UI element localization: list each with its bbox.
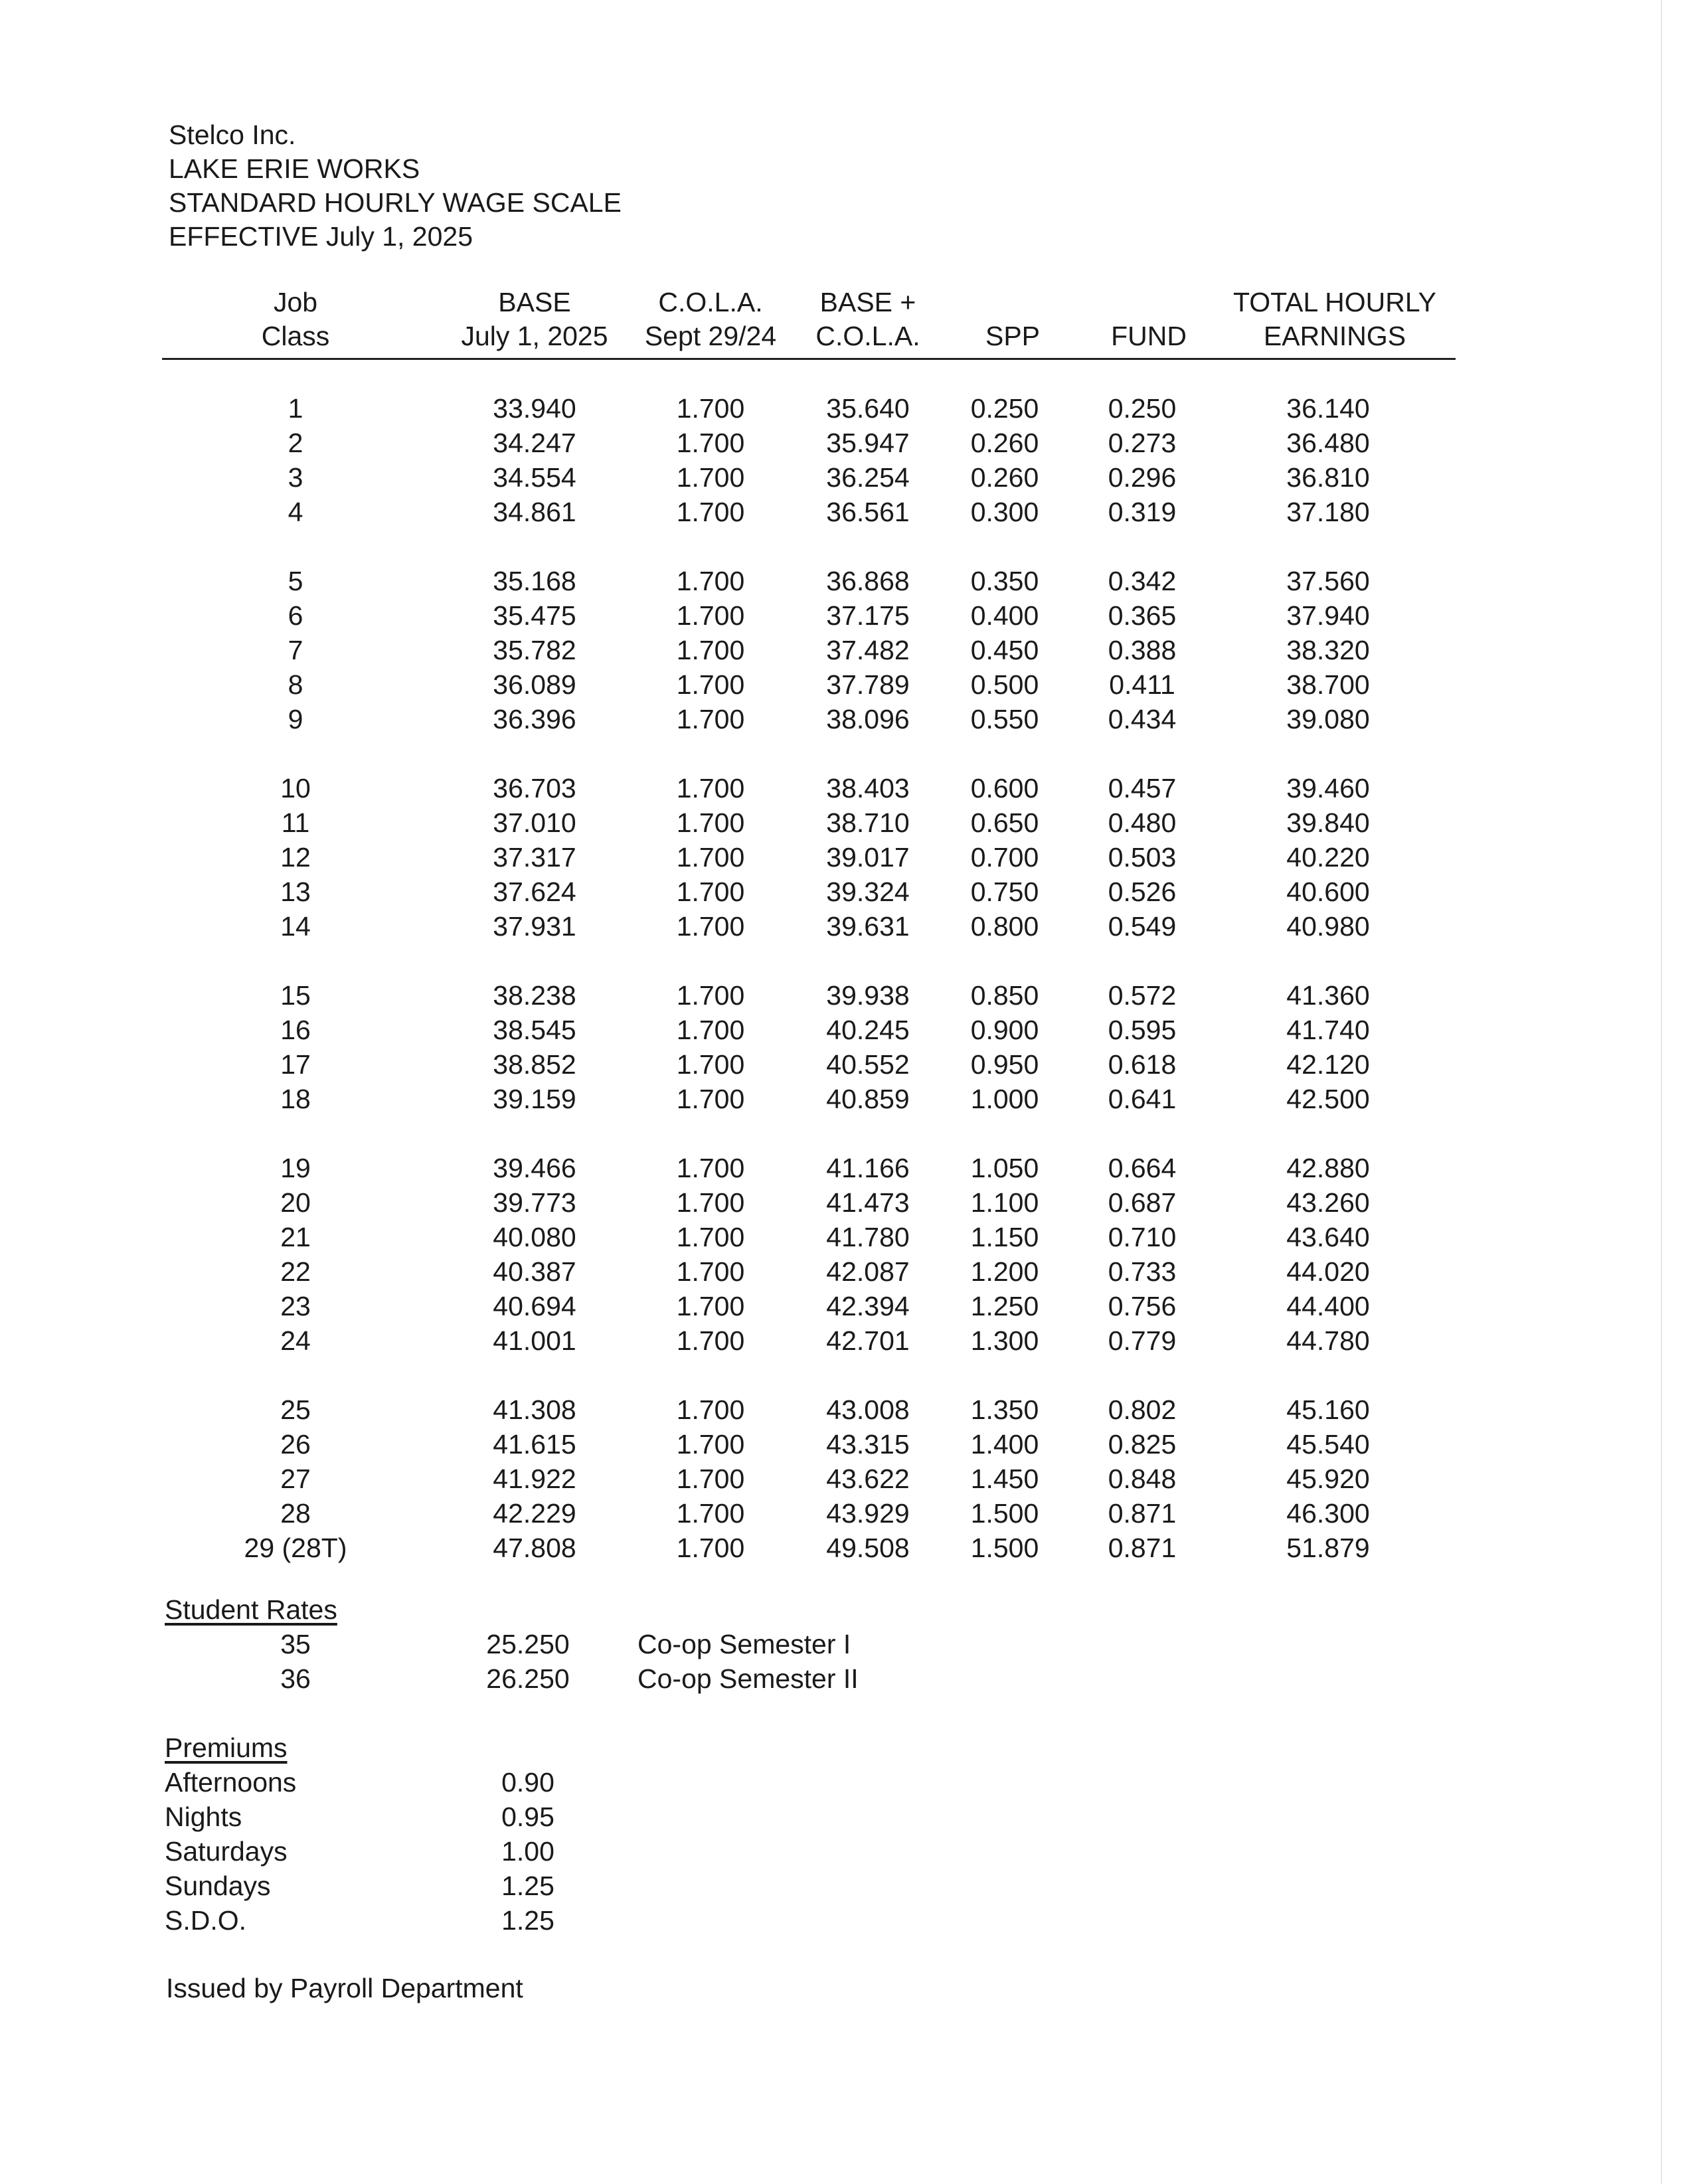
base-plus-cola-cell: 38.096 [826,704,910,734]
spp-cell: 0.500 [970,669,1039,700]
table-row [0,426,1686,460]
base-rate-cell: 38.852 [493,1049,576,1080]
base-rate-cell: 34.247 [493,428,576,458]
premium-name: Nights [165,1802,242,1832]
fund-cell: 0.802 [1108,1394,1177,1425]
student-job-class: 36 [280,1663,311,1694]
base-rate-cell: 40.387 [493,1256,576,1287]
fund-cell: 0.273 [1108,428,1177,458]
base-plus-cola-cell: 43.929 [826,1498,910,1529]
col-head-line [1082,286,1215,319]
job-class-cell: 5 [288,566,303,596]
total-earnings-cell: 39.080 [1286,704,1370,734]
base-plus-cola-cell: 40.859 [826,1084,910,1114]
total-earnings-cell: 41.740 [1286,1015,1370,1045]
col-head-line: BASE + [819,287,916,317]
spp-cell: 0.260 [970,462,1039,493]
cola-cell: 1.700 [676,1084,745,1114]
premium-value: 1.25 [501,1871,554,1901]
table-row [0,1013,1686,1047]
total-earnings-cell: 44.780 [1286,1325,1370,1356]
total-earnings-cell: 51.879 [1286,1533,1370,1563]
fund-cell: 0.250 [1108,393,1177,424]
base-plus-cola-cell: 41.166 [826,1153,910,1183]
premium-row [0,1903,1686,1938]
job-class-cell: 6 [288,600,303,631]
base-plus-cola-cell: 40.245 [826,1015,910,1045]
base-rate-cell: 38.238 [493,980,576,1011]
base-rate-cell: 35.782 [493,635,576,665]
cola-cell: 1.700 [676,497,745,527]
spp-cell: 0.700 [970,842,1039,873]
total-earnings-cell: 38.700 [1286,669,1370,700]
base-rate-cell: 41.615 [493,1429,576,1460]
premium-row [0,1834,1686,1869]
cola-cell: 1.700 [676,566,745,596]
student-rate-value: 26.250 [486,1663,570,1694]
base-plus-cola-cell: 37.175 [826,600,910,631]
row-group [0,391,1686,529]
base-rate-cell: 35.168 [493,566,576,596]
col-head-line: SPP [985,321,1041,351]
job-class-cell: 20 [280,1187,311,1218]
job-class-cell: 24 [280,1325,311,1356]
row-group [0,978,1686,1116]
fund-cell: 0.434 [1108,704,1177,734]
fund-cell: 0.848 [1108,1464,1177,1494]
premium-row [0,1800,1686,1834]
student-rate-row [0,1661,1686,1696]
table-row [0,702,1686,736]
spp-cell: 0.950 [970,1049,1039,1080]
base-rate-cell: 37.931 [493,911,576,942]
base-plus-cola-cell: 41.473 [826,1187,910,1218]
cola-cell: 1.700 [676,877,745,907]
document-title: STANDARD HOURLY WAGE SCALE [169,187,622,218]
spp-cell: 0.750 [970,877,1039,907]
base-plus-cola-cell: 37.482 [826,635,910,665]
base-plus-cola-cell: 36.561 [826,497,910,527]
job-class-cell: 27 [280,1464,311,1494]
col-head-fund [1082,286,1215,353]
job-class-cell: 23 [280,1291,311,1321]
base-rate-cell: 39.773 [493,1187,576,1218]
total-earnings-cell: 38.320 [1286,635,1370,665]
total-earnings-cell: 43.640 [1286,1222,1370,1252]
job-class-cell: 22 [280,1256,311,1287]
cola-cell: 1.700 [676,704,745,734]
base-rate-cell: 37.010 [493,807,576,838]
col-head-line: TOTAL HOURLY [1232,287,1437,317]
cola-cell: 1.700 [676,1222,745,1252]
spp-cell: 0.300 [970,497,1039,527]
base-rate-cell: 37.317 [493,842,576,873]
base-plus-cola-cell: 38.403 [826,773,910,803]
base-plus-cola-cell: 35.640 [826,393,910,424]
total-earnings-cell: 36.140 [1286,393,1370,424]
table-row [0,1220,1686,1254]
col-head-line: C.O.L.A. [815,321,920,351]
fund-cell: 0.365 [1108,600,1177,631]
base-rate-cell: 41.922 [493,1464,576,1494]
base-plus-cola-cell: 42.394 [826,1291,910,1321]
col-head-line: BASE [498,287,571,317]
total-earnings-cell: 40.980 [1286,911,1370,942]
spp-cell: 0.450 [970,635,1039,665]
base-plus-cola-cell: 39.324 [826,877,910,907]
fund-cell: 0.411 [1109,669,1175,700]
total-earnings-cell: 37.180 [1286,497,1370,527]
job-class-cell: 10 [280,773,311,803]
total-earnings-cell: 45.540 [1286,1429,1370,1460]
fund-cell: 0.480 [1108,807,1177,838]
cola-cell: 1.700 [676,842,745,873]
cola-cell: 1.700 [676,1256,745,1287]
col-head-total [1228,286,1441,353]
col-head-base-cola [788,286,948,353]
fund-cell: 0.641 [1108,1084,1177,1114]
table-row [0,1392,1686,1427]
base-plus-cola-cell: 39.017 [826,842,910,873]
table-row [0,771,1686,805]
works-name: LAKE ERIE WORKS [169,153,420,184]
header-rule [162,358,1456,360]
table-row [0,875,1686,909]
total-earnings-cell: 37.560 [1286,566,1370,596]
premium-value: 0.90 [501,1767,554,1798]
fund-cell: 0.756 [1108,1291,1177,1321]
spp-cell: 1.200 [970,1256,1039,1287]
table-row [0,598,1686,633]
spp-cell: 0.350 [970,566,1039,596]
spp-cell: 0.650 [970,807,1039,838]
base-plus-cola-cell: 43.008 [826,1394,910,1425]
base-plus-cola-cell: 42.087 [826,1256,910,1287]
spp-cell: 1.250 [970,1291,1039,1321]
job-class-cell: 26 [280,1429,311,1460]
spp-cell: 1.000 [970,1084,1039,1114]
fund-cell: 0.779 [1108,1325,1177,1356]
fund-cell: 0.457 [1108,773,1177,803]
table-row [0,805,1686,840]
base-plus-cola-cell: 43.315 [826,1429,910,1460]
student-rate-description: Co-op Semester II [637,1663,859,1694]
spp-cell: 1.100 [970,1187,1039,1218]
cola-cell: 1.700 [676,1464,745,1494]
total-earnings-cell: 43.260 [1286,1187,1370,1218]
total-earnings-cell: 39.840 [1286,807,1370,838]
fund-cell: 0.388 [1108,635,1177,665]
base-plus-cola-cell: 49.508 [826,1533,910,1563]
base-plus-cola-cell: 39.631 [826,911,910,942]
base-rate-cell: 36.396 [493,704,576,734]
job-class-cell: 15 [280,980,311,1011]
base-plus-cola-cell: 36.254 [826,462,910,493]
cola-cell: 1.700 [676,428,745,458]
base-rate-cell: 40.080 [493,1222,576,1252]
spp-cell: 0.260 [970,428,1039,458]
student-rates-title: Student Rates [165,1594,337,1625]
spp-cell: 0.850 [970,980,1039,1011]
total-earnings-cell: 40.220 [1286,842,1370,873]
cola-cell: 1.700 [676,1187,745,1218]
row-group [0,771,1686,944]
cola-cell: 1.700 [676,669,745,700]
table-row [0,840,1686,875]
job-class-cell: 7 [288,635,303,665]
table-row [0,1151,1686,1185]
total-earnings-cell: 45.920 [1286,1464,1370,1494]
col-head-cola [621,286,800,353]
spp-cell: 1.150 [970,1222,1039,1252]
total-earnings-cell: 42.880 [1286,1153,1370,1183]
col-head-line: FUND [1111,321,1187,351]
premium-row [0,1765,1686,1800]
spp-cell: 0.250 [970,393,1039,424]
student-job-class: 35 [280,1629,311,1659]
cola-cell: 1.700 [676,1394,745,1425]
row-group [0,1392,1686,1565]
table-row [0,391,1686,426]
base-rate-cell: 38.545 [493,1015,576,1045]
job-class-cell: 25 [280,1394,311,1425]
total-earnings-cell: 36.480 [1286,428,1370,458]
base-plus-cola-cell: 36.868 [826,566,910,596]
cola-cell: 1.700 [676,773,745,803]
spp-cell: 1.300 [970,1325,1039,1356]
col-head-line: EARNINGS [1263,321,1406,351]
spp-cell: 1.500 [970,1498,1039,1529]
job-class-cell: 1 [288,393,303,424]
table-row [0,1289,1686,1323]
fund-cell: 0.549 [1108,911,1177,942]
spp-cell: 0.800 [970,911,1039,942]
table-row [0,564,1686,598]
col-head-job-class [229,286,362,353]
col-head-base [435,286,634,353]
base-rate-cell: 33.940 [493,393,576,424]
job-class-cell: 19 [280,1153,311,1183]
issued-by-footer: Issued by Payroll Department [166,1973,523,2003]
student-rate-description: Co-op Semester I [637,1629,851,1659]
base-rate-cell: 41.308 [493,1394,576,1425]
base-rate-cell: 34.861 [493,497,576,527]
base-rate-cell: 41.001 [493,1325,576,1356]
base-rate-cell: 47.808 [493,1533,576,1563]
fund-cell: 0.871 [1108,1533,1177,1563]
student-rate-value: 25.250 [486,1629,570,1659]
cola-cell: 1.700 [676,1325,745,1356]
premium-value: 1.25 [501,1905,554,1936]
total-earnings-cell: 40.600 [1286,877,1370,907]
total-earnings-cell: 41.360 [1286,980,1370,1011]
total-earnings-cell: 46.300 [1286,1498,1370,1529]
table-row [0,1254,1686,1289]
premium-name: Saturdays [165,1836,288,1867]
premium-row [0,1869,1686,1903]
table-row [0,1047,1686,1082]
effective-date: EFFECTIVE July 1, 2025 [169,221,473,252]
job-class-cell: 9 [288,704,303,734]
base-rate-cell: 34.554 [493,462,576,493]
fund-cell: 0.687 [1108,1187,1177,1218]
base-rate-cell: 35.475 [493,600,576,631]
job-class-cell: 8 [288,669,303,700]
cola-cell: 1.700 [676,1429,745,1460]
cola-cell: 1.700 [676,807,745,838]
table-row [0,909,1686,944]
table-row [0,460,1686,495]
total-earnings-cell: 36.810 [1286,462,1370,493]
cola-cell: 1.700 [676,1291,745,1321]
job-class-cell: 11 [281,807,310,838]
row-group [0,564,1686,736]
cola-cell: 1.700 [676,1498,745,1529]
job-class-cell: 14 [280,911,311,942]
cola-cell: 1.700 [676,1533,745,1563]
job-class-cell: 2 [288,428,303,458]
total-earnings-cell: 44.020 [1286,1256,1370,1287]
row-group [0,1151,1686,1358]
base-plus-cola-cell: 38.710 [826,807,910,838]
fund-cell: 0.618 [1108,1049,1177,1080]
spp-cell: 0.600 [970,773,1039,803]
fund-cell: 0.296 [1108,462,1177,493]
company-name: Stelco Inc. [169,120,296,150]
job-class-cell: 12 [280,842,311,873]
premium-name: S.D.O. [165,1905,247,1936]
cola-cell: 1.700 [676,600,745,631]
cola-cell: 1.700 [676,911,745,942]
base-plus-cola-cell: 37.789 [826,669,910,700]
base-plus-cola-cell: 42.701 [826,1325,910,1356]
col-head-line: Job [273,287,318,317]
table-row [0,1323,1686,1358]
fund-cell: 0.825 [1108,1429,1177,1460]
job-class-cell: 13 [280,877,311,907]
table-row [0,667,1686,702]
fund-cell: 0.595 [1108,1015,1177,1045]
job-class-cell: 16 [280,1015,311,1045]
cola-cell: 1.700 [676,635,745,665]
table-row [0,1185,1686,1220]
col-head-line [946,286,1079,319]
job-class-cell: 21 [280,1222,311,1252]
premium-name: Afternoons [165,1767,297,1798]
cola-cell: 1.700 [676,980,745,1011]
spp-cell: 1.400 [970,1429,1039,1460]
fund-cell: 0.733 [1108,1256,1177,1287]
document-header [169,118,622,254]
base-plus-cola-cell: 40.552 [826,1049,910,1080]
base-rate-cell: 36.703 [493,773,576,803]
col-head-line: Class [261,321,330,351]
job-class-cell: 3 [288,462,303,493]
fund-cell: 0.526 [1108,877,1177,907]
table-row [0,1496,1686,1531]
spp-cell: 0.550 [970,704,1039,734]
fund-cell: 0.710 [1108,1222,1177,1252]
job-class-cell: 17 [280,1049,311,1080]
base-rate-cell: 39.159 [493,1084,576,1114]
col-head-line: Sept 29/24 [644,321,777,351]
premiums-title: Premiums [165,1732,288,1763]
fund-cell: 0.342 [1108,566,1177,596]
base-rate-cell: 40.694 [493,1291,576,1321]
cola-cell: 1.700 [676,462,745,493]
total-earnings-cell: 37.940 [1286,600,1370,631]
fund-cell: 0.572 [1108,980,1177,1011]
cola-cell: 1.700 [676,1153,745,1183]
job-class-cell: 29 (28T) [244,1533,347,1563]
total-earnings-cell: 42.120 [1286,1049,1370,1080]
col-head-line: July 1, 2025 [461,321,608,351]
premium-value: 1.00 [501,1836,554,1867]
total-earnings-cell: 42.500 [1286,1084,1370,1114]
wage-table-body [0,391,1686,1600]
job-class-cell: 4 [288,497,303,527]
spp-cell: 0.400 [970,600,1039,631]
total-earnings-cell: 45.160 [1286,1394,1370,1425]
spp-cell: 0.900 [970,1015,1039,1045]
fund-cell: 0.319 [1108,497,1177,527]
base-plus-cola-cell: 35.947 [826,428,910,458]
col-head-line: C.O.L.A. [658,287,763,317]
fund-cell: 0.871 [1108,1498,1177,1529]
job-class-cell: 18 [280,1084,311,1114]
spp-cell: 1.500 [970,1533,1039,1563]
base-plus-cola-cell: 41.780 [826,1222,910,1252]
base-rate-cell: 36.089 [493,669,576,700]
premium-value: 0.95 [501,1802,554,1832]
total-earnings-cell: 39.460 [1286,773,1370,803]
table-row [0,1427,1686,1462]
cola-cell: 1.700 [676,393,745,424]
table-row [0,1462,1686,1496]
total-earnings-cell: 44.400 [1286,1291,1370,1321]
premium-name: Sundays [165,1871,271,1901]
table-row [0,1082,1686,1116]
cola-cell: 1.700 [676,1049,745,1080]
base-rate-cell: 42.229 [493,1498,576,1529]
table-row [0,633,1686,667]
spp-cell: 1.050 [970,1153,1039,1183]
spp-cell: 1.350 [970,1394,1039,1425]
base-rate-cell: 39.466 [493,1153,576,1183]
table-row [0,978,1686,1013]
job-class-cell: 28 [280,1498,311,1529]
cola-cell: 1.700 [676,1015,745,1045]
base-plus-cola-cell: 39.938 [826,980,910,1011]
table-row [0,495,1686,529]
fund-cell: 0.664 [1108,1153,1177,1183]
base-plus-cola-cell: 43.622 [826,1464,910,1494]
spp-cell: 1.450 [970,1464,1039,1494]
table-row [0,1531,1686,1565]
fund-cell: 0.503 [1108,842,1177,873]
student-rate-row [0,1627,1686,1661]
base-rate-cell: 37.624 [493,877,576,907]
col-head-spp [946,286,1079,353]
